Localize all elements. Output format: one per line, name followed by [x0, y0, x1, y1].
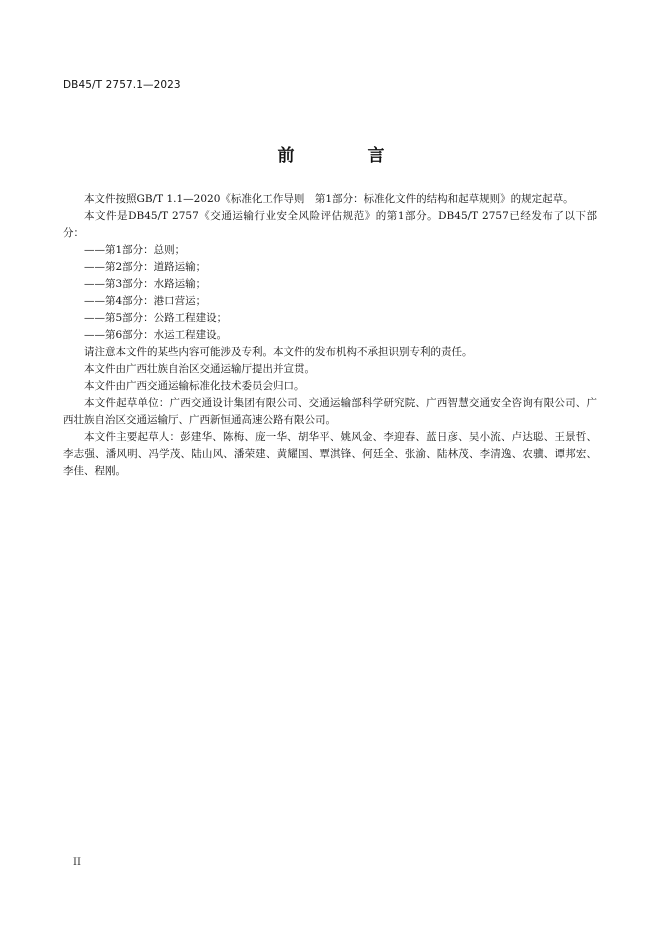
list-item-part-3: ——第3部分：水路运输；	[84, 278, 207, 290]
document-code: DB45/T 2757.1—2023	[63, 79, 181, 91]
paragraph-committee: 本文件由广西交通运输标准化技术委员会归口。	[84, 380, 305, 392]
paragraph-drafting-units: 本文件起草单位：广西交通设计集团有限公司、交通运输部科学研究院、广西智慧交通安全咨询有限公司、广西壮族自治区交通运输厅、广西新恒通高速公路有限公司。	[63, 397, 597, 426]
list-item-part-4: ——第4部分：港口营运；	[84, 295, 207, 307]
paragraph-patent-notice: 请注意本文件的某些内容可能涉及专利。本文件的发布机构不承担识别专利的责任。	[84, 346, 473, 358]
list-item-part-1: ——第1部分：总则；	[84, 244, 186, 256]
list-item-part-5: ——第5部分：公路工程建设；	[84, 312, 228, 324]
paragraph-proposer: 本文件由广西壮族自治区交通运输厅提出并宣贯。	[84, 363, 315, 375]
page-number: II	[73, 857, 81, 868]
paragraph-drafters: 本文件主要起草人：彭建华、陈梅、庞一华、胡华平、姚风金、李迎春、蓝日彦、吴小流、卢达聪、王景哲、李志强、潘风明、冯学茂、陆山风、潘荣建、黄耀国、覃淇锋、何廷全、张渝、陆林茂、李清逸、农骥、谭邦宏、李佳、程刚。	[63, 431, 597, 477]
list-item-part-2: ——第2部分：道路运输；	[84, 261, 207, 273]
paragraph-series-intro: 本文件是DB45/T 2757《交通运输行业安全风险评估规范》的第1部分。DB45/T 2757已经发布了以下部分：	[63, 210, 597, 239]
foreword-body	[63, 191, 597, 480]
paragraph-drafting-rules: 本文件按照GB/T 1.1—2020《标准化工作导则 第1部分：标准化文件的结构和起草规则》的规定起草。	[84, 193, 574, 205]
page-title: 前 言	[277, 146, 413, 166]
list-item-part-6: ——第6部分：水运工程建设。	[84, 329, 228, 341]
